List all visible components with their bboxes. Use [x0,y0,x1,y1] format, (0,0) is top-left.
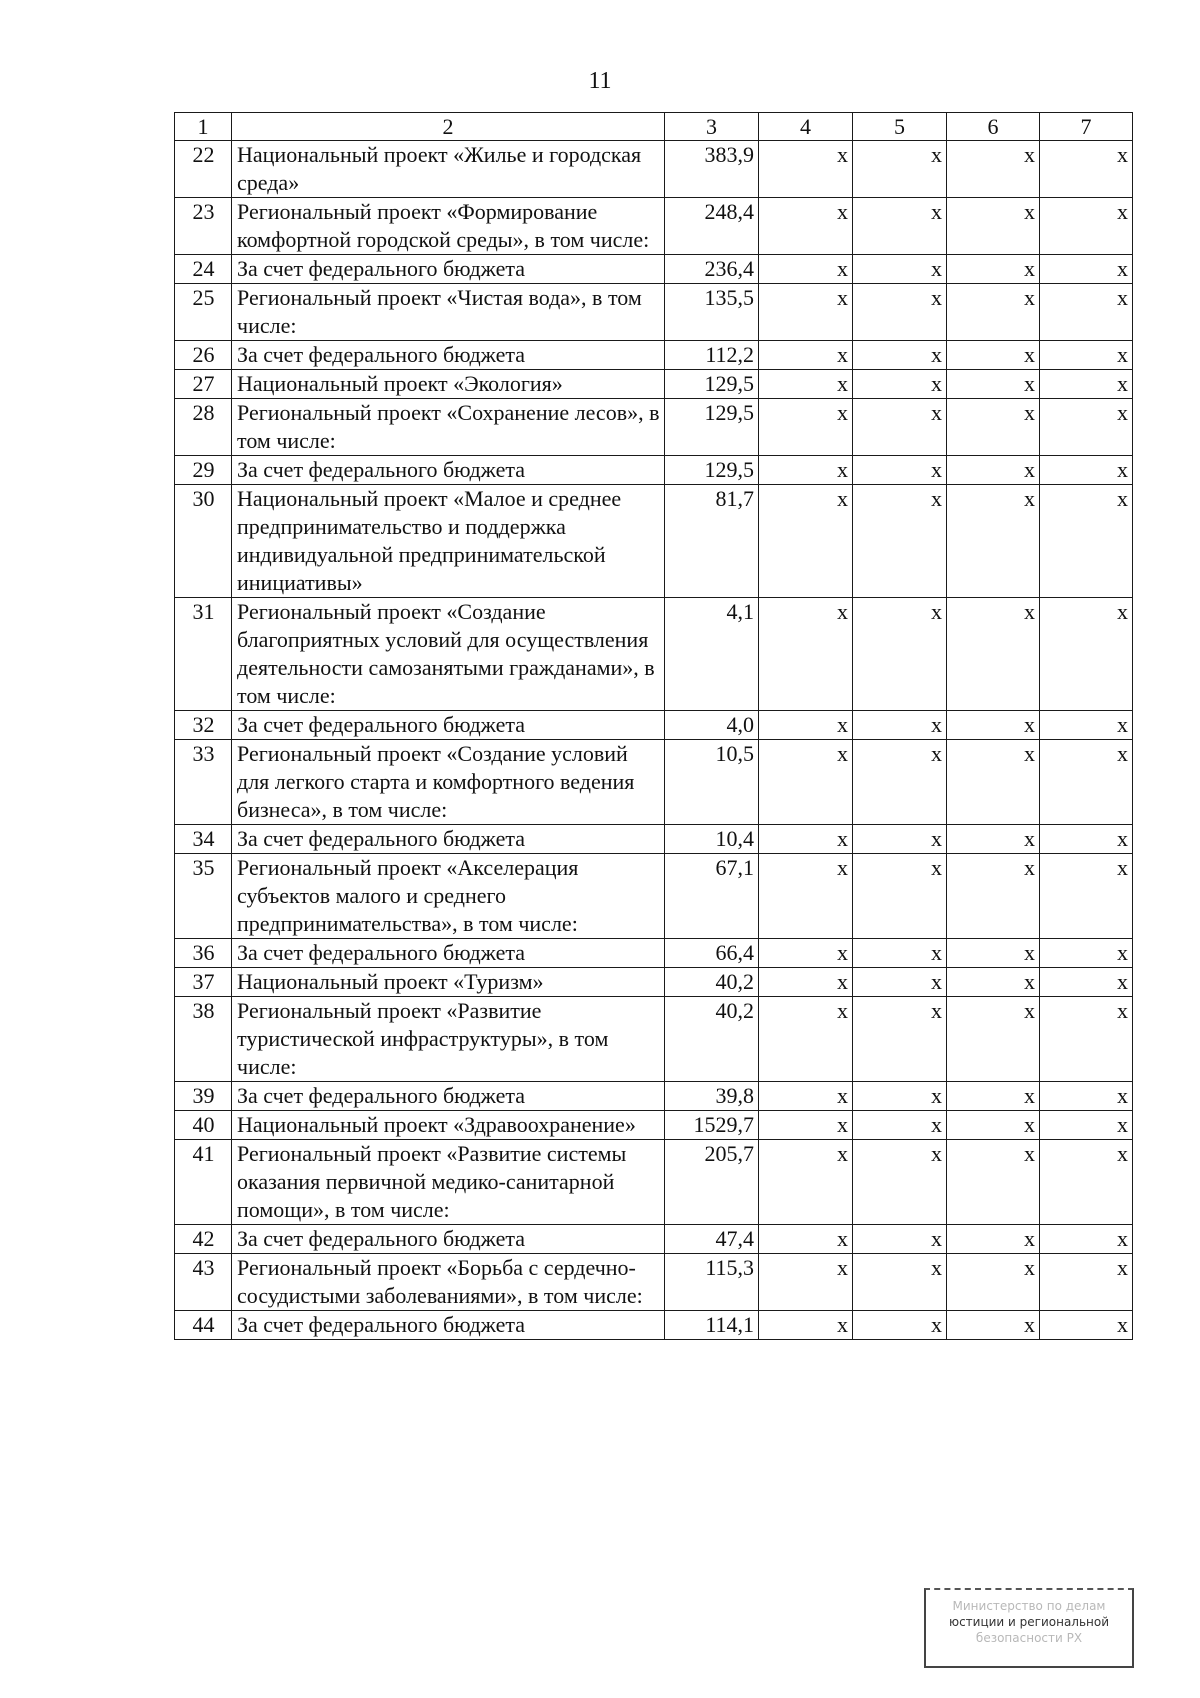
column-7-mark: x [1040,1254,1133,1311]
table-row [175,598,1133,711]
item-name: Национальный проект «Жилье и городская среда» [232,141,665,198]
row-number: 42 [175,1225,232,1254]
column-5-mark: x [853,740,947,825]
item-name: Национальный проект «Туризм» [232,968,665,997]
column-4-mark: x [759,370,853,399]
row-number: 23 [175,198,232,255]
column-5-mark: x [853,456,947,485]
table-row [175,997,1133,1082]
table-row [175,284,1133,341]
column-7-mark: x [1040,825,1133,854]
column-6-mark: x [947,341,1040,370]
column-5-mark: x [853,854,947,939]
column-4-mark: x [759,997,853,1082]
column-6-mark: x [947,456,1040,485]
column-5-mark: x [853,198,947,255]
column-7-mark: x [1040,1111,1133,1140]
amount-value: 115,3 [665,1254,759,1311]
item-name: За счет федерального бюджета [232,1311,665,1340]
row-number: 41 [175,1140,232,1225]
amount-value: 67,1 [665,854,759,939]
column-7-mark: x [1040,485,1133,598]
row-number: 44 [175,1311,232,1340]
table-row [175,485,1133,598]
column-5-mark: x [853,939,947,968]
table-row [175,825,1133,854]
table-row [175,1311,1133,1340]
row-number: 34 [175,825,232,854]
column-header-2: 2 [232,113,665,141]
column-5-mark: x [853,255,947,284]
amount-value: 129,5 [665,370,759,399]
item-name: Региональный проект «Сохранение лесов», в том числе: [232,399,665,456]
column-6-mark: x [947,711,1040,740]
item-name: За счет федерального бюджета [232,1225,665,1254]
amount-value: 81,7 [665,485,759,598]
table-row [175,939,1133,968]
column-6-mark: x [947,255,1040,284]
page-number: 11 [588,68,612,94]
row-number: 38 [175,997,232,1082]
ministry-stamp [924,1588,1134,1668]
column-4-mark: x [759,1082,853,1111]
column-7-mark: x [1040,456,1133,485]
column-5-mark: x [853,1140,947,1225]
column-6-mark: x [947,1254,1040,1311]
stamp-line: безопасности РХ [975,1631,1083,1645]
column-6-mark: x [947,598,1040,711]
column-5-mark: x [853,1311,947,1340]
row-number: 43 [175,1254,232,1311]
row-number: 26 [175,341,232,370]
column-6-mark: x [947,825,1040,854]
table-row [175,711,1133,740]
item-name: Региональный проект «Формирование комфортной городской среды», в том числе: [232,198,665,255]
column-4-mark: x [759,485,853,598]
column-4-mark: x [759,141,853,198]
item-name: Региональный проект «Создание благоприятных условий для осуществления деятельности самозанятыми гражданами», в том числе: [232,598,665,711]
column-7-mark: x [1040,198,1133,255]
item-name: Региональный проект «Акселерация субъектов малого и среднего предпринимательства», в том числе: [232,854,665,939]
column-6-mark: x [947,284,1040,341]
column-5-mark: x [853,485,947,598]
amount-value: 1529,7 [665,1111,759,1140]
header-row [175,113,1133,141]
table-row [175,198,1133,255]
column-7-mark: x [1040,255,1133,284]
column-7-mark: x [1040,1082,1133,1111]
table-row [175,370,1133,399]
row-number: 28 [175,399,232,456]
column-7-mark: x [1040,854,1133,939]
table-row [175,1225,1133,1254]
column-6-mark: x [947,1225,1040,1254]
column-7-mark: x [1040,141,1133,198]
row-number: 22 [175,141,232,198]
row-number: 29 [175,456,232,485]
column-4-mark: x [759,711,853,740]
row-number: 40 [175,1111,232,1140]
column-4-mark: x [759,825,853,854]
row-number: 35 [175,854,232,939]
amount-value: 10,4 [665,825,759,854]
column-4-mark: x [759,968,853,997]
item-name: Региональный проект «Чистая вода», в том числе: [232,284,665,341]
column-6-mark: x [947,399,1040,456]
column-5-mark: x [853,370,947,399]
column-6-mark: x [947,1082,1040,1111]
item-name: За счет федерального бюджета [232,341,665,370]
column-6-mark: x [947,854,1040,939]
column-6-mark: x [947,740,1040,825]
column-4-mark: x [759,198,853,255]
table-row [175,341,1133,370]
column-5-mark: x [853,1254,947,1311]
column-4-mark: x [759,284,853,341]
column-6-mark: x [947,1140,1040,1225]
column-5-mark: x [853,1111,947,1140]
budget-table [174,112,1133,1340]
table-row [175,1254,1133,1311]
column-5-mark: x [853,825,947,854]
column-7-mark: x [1040,711,1133,740]
amount-value: 4,1 [665,598,759,711]
row-number: 25 [175,284,232,341]
row-number: 27 [175,370,232,399]
column-5-mark: x [853,997,947,1082]
amount-value: 66,4 [665,939,759,968]
column-4-mark: x [759,399,853,456]
row-number: 39 [175,1082,232,1111]
column-7-mark: x [1040,939,1133,968]
column-5-mark: x [853,284,947,341]
column-6-mark: x [947,370,1040,399]
column-7-mark: x [1040,740,1133,825]
column-6-mark: x [947,939,1040,968]
column-7-mark: x [1040,399,1133,456]
column-4-mark: x [759,255,853,284]
column-5-mark: x [853,711,947,740]
column-7-mark: x [1040,1225,1133,1254]
column-header-5: 5 [853,113,947,141]
column-6-mark: x [947,485,1040,598]
column-6-mark: x [947,968,1040,997]
amount-value: 112,2 [665,341,759,370]
item-name: Региональный проект «Развитие туристической инфраструктуры», в том числе: [232,997,665,1082]
table-row [175,1111,1133,1140]
item-name: Национальный проект «Здравоохранение» [232,1111,665,1140]
item-name: За счет федерального бюджета [232,255,665,284]
item-name: За счет федерального бюджета [232,939,665,968]
column-5-mark: x [853,399,947,456]
amount-value: 135,5 [665,284,759,341]
column-4-mark: x [759,939,853,968]
column-7-mark: x [1040,598,1133,711]
row-number: 32 [175,711,232,740]
item-name: Региональный проект «Развитие системы оказания первичной медико-санитарной помощи», в том числе: [232,1140,665,1225]
table-row [175,1140,1133,1225]
stamp-line: юстиции и региональной [948,1615,1110,1629]
amount-value: 40,2 [665,997,759,1082]
column-header-6: 6 [947,113,1040,141]
column-7-mark: x [1040,284,1133,341]
amount-value: 383,9 [665,141,759,198]
amount-value: 114,1 [665,1311,759,1340]
row-number: 31 [175,598,232,711]
column-7-mark: x [1040,341,1133,370]
table-row [175,968,1133,997]
column-6-mark: x [947,1311,1040,1340]
column-4-mark: x [759,598,853,711]
item-name: За счет федерального бюджета [232,711,665,740]
stamp-line: Министерство по делам [952,1599,1106,1613]
item-name: Национальный проект «Малое и среднее предпринимательство и поддержка индивидуальной предпринимательской инициативы» [232,485,665,598]
item-name: Национальный проект «Экология» [232,370,665,399]
amount-value: 39,8 [665,1082,759,1111]
amount-value: 205,7 [665,1140,759,1225]
amount-value: 4,0 [665,711,759,740]
column-7-mark: x [1040,997,1133,1082]
column-4-mark: x [759,1111,853,1140]
row-number: 24 [175,255,232,284]
column-header-4: 4 [759,113,853,141]
column-6-mark: x [947,1111,1040,1140]
column-5-mark: x [853,341,947,370]
column-5-mark: x [853,1225,947,1254]
row-number: 37 [175,968,232,997]
amount-value: 40,2 [665,968,759,997]
column-4-mark: x [759,1225,853,1254]
column-4-mark: x [759,1311,853,1340]
column-7-mark: x [1040,1311,1133,1340]
amount-value: 248,4 [665,198,759,255]
row-number: 33 [175,740,232,825]
column-4-mark: x [759,456,853,485]
item-name: За счет федерального бюджета [232,1082,665,1111]
column-6-mark: x [947,141,1040,198]
amount-value: 47,4 [665,1225,759,1254]
item-name: За счет федерального бюджета [232,825,665,854]
item-name: Региональный проект «Создание условий для легкого старта и комфортного ведения бизнеса», в том числе: [232,740,665,825]
column-header-7: 7 [1040,113,1133,141]
table-row [175,854,1133,939]
column-4-mark: x [759,341,853,370]
column-header-1: 1 [175,113,232,141]
amount-value: 10,5 [665,740,759,825]
column-6-mark: x [947,198,1040,255]
column-6-mark: x [947,997,1040,1082]
column-7-mark: x [1040,370,1133,399]
row-number: 30 [175,485,232,598]
column-5-mark: x [853,1082,947,1111]
column-4-mark: x [759,740,853,825]
column-header-3: 3 [665,113,759,141]
amount-value: 236,4 [665,255,759,284]
item-name: Региональный проект «Борьба с сердечно-сосудистыми заболеваниями», в том числе: [232,1254,665,1311]
column-5-mark: x [853,968,947,997]
table-row [175,456,1133,485]
table-row [175,141,1133,198]
column-7-mark: x [1040,1140,1133,1225]
column-4-mark: x [759,854,853,939]
amount-value: 129,5 [665,399,759,456]
column-5-mark: x [853,141,947,198]
item-name: За счет федерального бюджета [232,456,665,485]
table-row [175,740,1133,825]
column-7-mark: x [1040,968,1133,997]
column-4-mark: x [759,1140,853,1225]
column-4-mark: x [759,1254,853,1311]
table-row [175,255,1133,284]
row-number: 36 [175,939,232,968]
amount-value: 129,5 [665,456,759,485]
table-row [175,1082,1133,1111]
table-row [175,399,1133,456]
column-5-mark: x [853,598,947,711]
